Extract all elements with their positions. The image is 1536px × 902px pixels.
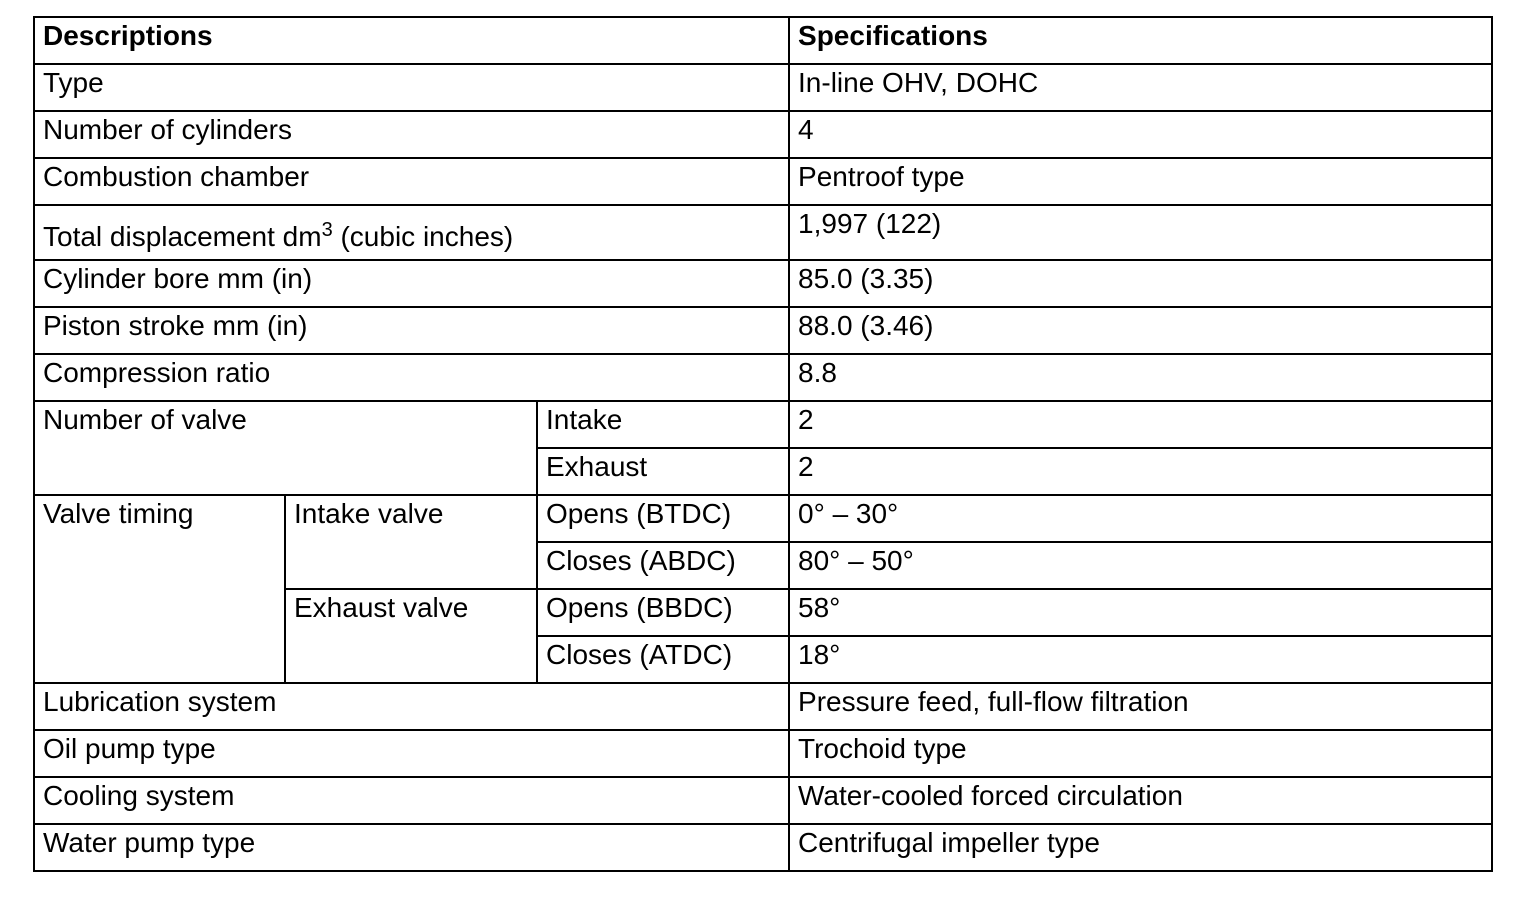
oil-pump-value: Trochoid type [789, 730, 1492, 777]
type-value: In-line OHV, DOHC [789, 64, 1492, 111]
cooling-value: Water-cooled forced circulation [789, 777, 1492, 824]
table-row [34, 158, 1492, 205]
valves-label: Number of valve [34, 401, 537, 495]
lubrication-value: Pressure feed, full-flow filtration [789, 683, 1492, 730]
valves-exhaust-value: 2 [789, 448, 1492, 495]
displacement-label: Total displacement dm [43, 221, 322, 253]
water-pump-value: Centrifugal impeller type [789, 824, 1492, 871]
type-label: Type [34, 64, 789, 111]
displacement-label-suffix: (cubic inches) [332, 221, 514, 253]
combustion-label: Combustion chamber [34, 158, 789, 205]
timing-exhaust-opens-value: 58° [789, 589, 1492, 636]
combustion-value: Pentroof type [789, 158, 1492, 205]
timing-intake-opens-value: 0° – 30° [789, 495, 1492, 542]
table-row [34, 205, 1492, 260]
engine-specifications-table [33, 16, 1493, 872]
timing-intake-opens-label: Opens (BTDC) [537, 495, 789, 542]
timing-exhaust-closes-label: Closes (ATDC) [537, 636, 789, 683]
timing-exhaust-valve-label: Exhaust valve [285, 589, 537, 683]
bore-label: Cylinder bore mm (in) [34, 260, 789, 307]
table-row [34, 401, 1492, 448]
timing-intake-valve-label: Intake valve [285, 495, 537, 589]
timing-exhaust-opens-label: Opens (BBDC) [537, 589, 789, 636]
table-row [34, 495, 1492, 542]
cylinders-label: Number of cylinders [34, 111, 789, 158]
timing-exhaust-closes-value: 18° [789, 636, 1492, 683]
table-row [34, 777, 1492, 824]
displacement-superscript: 3 [321, 219, 333, 242]
bore-value: 85.0 (3.35) [789, 260, 1492, 307]
compression-label: Compression ratio [34, 354, 789, 401]
stroke-value: 88.0 (3.46) [789, 307, 1492, 354]
table-row [34, 260, 1492, 307]
timing-intake-closes-value: 80° – 50° [789, 542, 1492, 589]
timing-label: Valve timing [34, 495, 285, 683]
valves-intake-label: Intake [537, 401, 789, 448]
oil-pump-label: Oil pump type [34, 730, 789, 777]
timing-intake-closes-label: Closes (ABDC) [537, 542, 789, 589]
header-descriptions: Descriptions [34, 17, 789, 64]
table-row [34, 730, 1492, 777]
table-row [34, 683, 1492, 730]
displacement-label-cell [34, 205, 789, 260]
header-row [34, 17, 1492, 64]
valves-intake-value: 2 [789, 401, 1492, 448]
compression-value: 8.8 [789, 354, 1492, 401]
table-row [34, 64, 1492, 111]
cooling-label: Cooling system [34, 777, 789, 824]
displacement-value: 1,997 (122) [789, 205, 1492, 260]
header-specifications: Specifications [789, 17, 1492, 64]
table-row [34, 824, 1492, 871]
stroke-label: Piston stroke mm (in) [34, 307, 789, 354]
table-row [34, 111, 1492, 158]
table-row [34, 307, 1492, 354]
cylinders-value: 4 [789, 111, 1492, 158]
lubrication-label: Lubrication system [34, 683, 789, 730]
water-pump-label: Water pump type [34, 824, 789, 871]
valves-exhaust-label: Exhaust [537, 448, 789, 495]
table-row [34, 354, 1492, 401]
